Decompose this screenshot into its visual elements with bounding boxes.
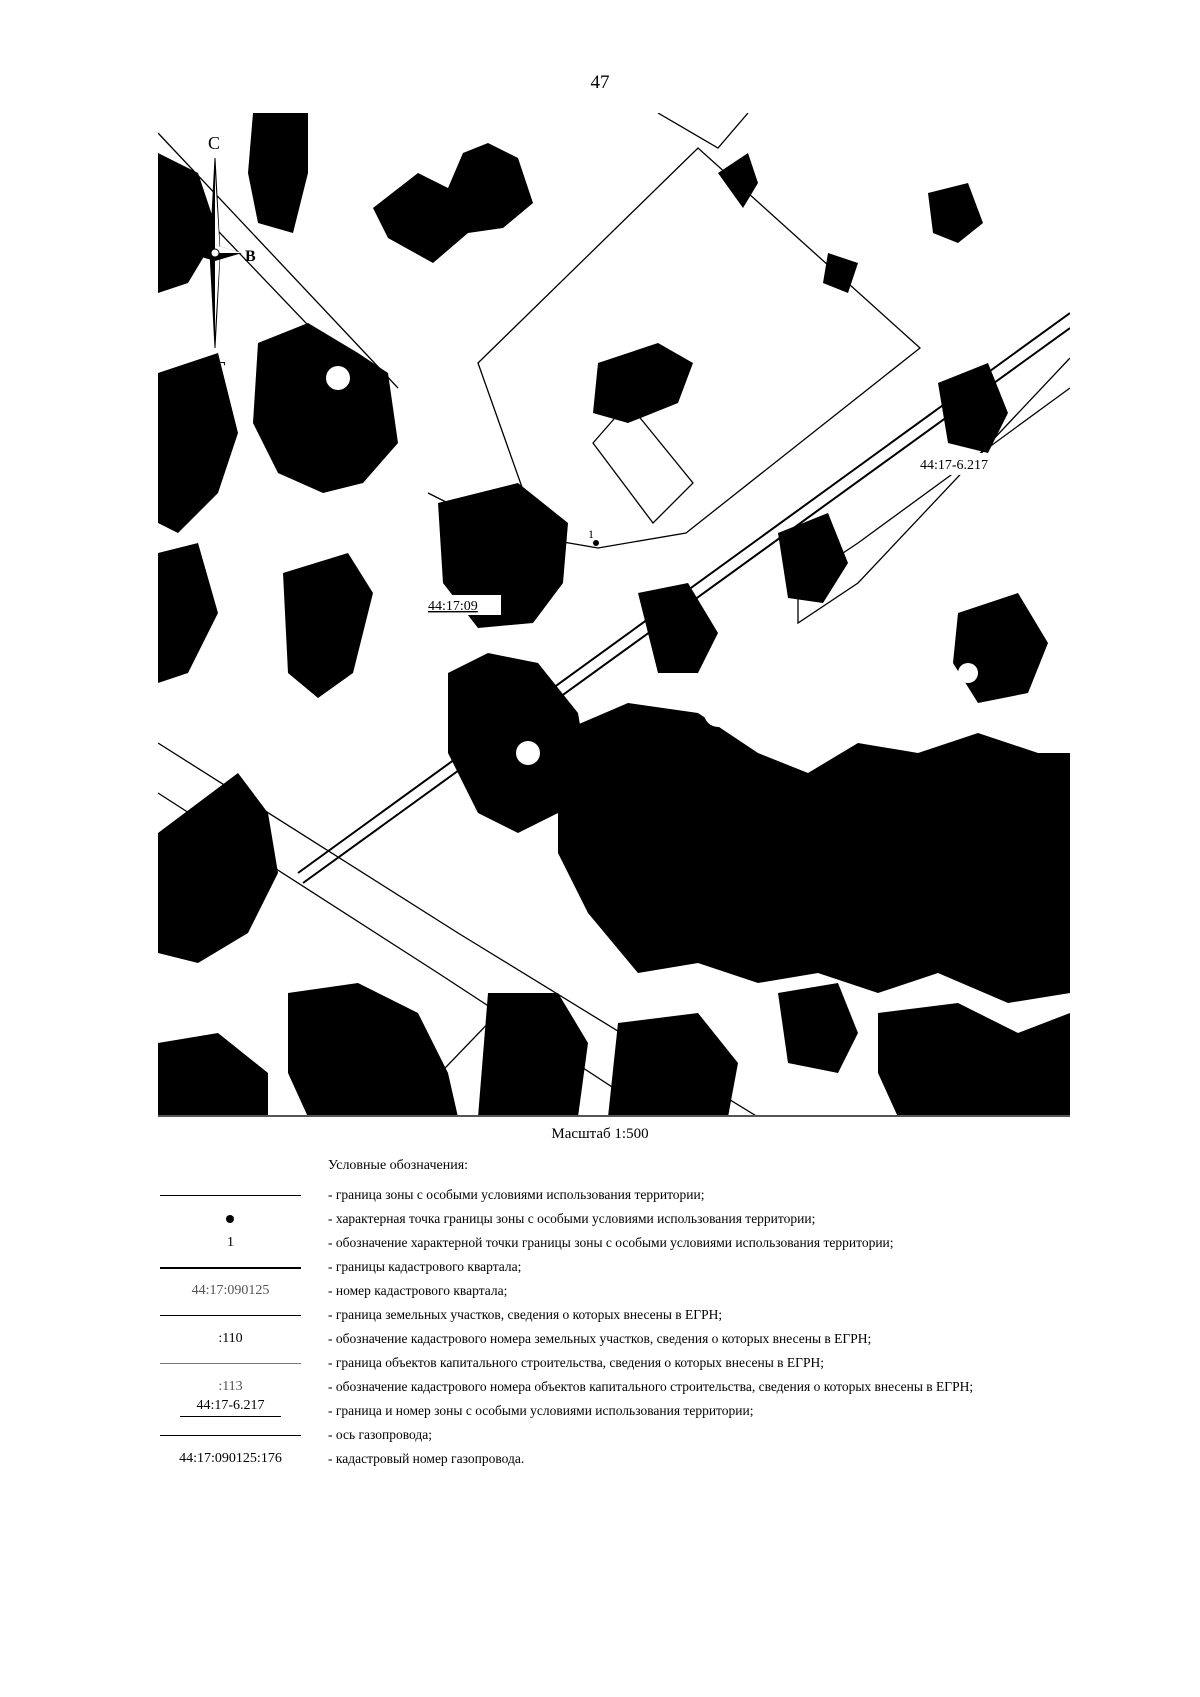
legend — [158, 1184, 1198, 1472]
legend-symbol-text: 44:17:090125 — [191, 1283, 270, 1298]
legend-row — [158, 1424, 1198, 1448]
legend-description: - кадастровый номер газопровода. — [328, 1451, 525, 1466]
legend-row — [158, 1256, 1198, 1280]
legend-description: - граница зоны с особыми условиями использования территории; — [328, 1187, 705, 1202]
legend-row — [158, 1280, 1198, 1304]
cadastral-map — [158, 113, 1070, 1117]
page-number: 47 — [590, 72, 610, 93]
legend-symbol-grey-line — [158, 1352, 303, 1376]
legend-symbol-underlined-text: 44:17-6.217 — [158, 1400, 303, 1424]
map-canvas — [158, 113, 1070, 1117]
legend-symbol-line — [158, 1184, 303, 1208]
zone-number-label: 44:17-6.217 — [920, 458, 989, 473]
legend-description: - границы кадастрового квартала; — [328, 1259, 522, 1274]
legend-row — [158, 1304, 1198, 1328]
legend-symbol-text: :110 — [218, 1331, 243, 1346]
legend-row — [158, 1376, 1198, 1400]
legend-symbol-line — [158, 1304, 303, 1328]
compass-west-label: З — [165, 248, 174, 265]
legend-description: - обозначение кадастрового номера земельных участков, сведения о которых внесены в ЕГРН; — [328, 1331, 872, 1346]
quarter-number-label: 44:17:09 — [428, 599, 478, 614]
legend-description: - граница земельных участков, сведения о которых внесены в ЕГРН; — [328, 1307, 723, 1322]
legend-description: - обозначение характерной точки границы зоны с особыми условиями использования территории; — [328, 1235, 894, 1250]
legend-symbol-text: 44:17:090125:176 — [179, 1451, 282, 1466]
legend-row — [158, 1448, 1198, 1472]
legend-symbol-text: 1 — [227, 1235, 234, 1250]
legend-row — [158, 1352, 1198, 1376]
legend-description: - граница и номер зоны с особыми условиями использования территории; — [328, 1403, 754, 1418]
legend-row — [158, 1232, 1198, 1256]
legend-description: - номер кадастрового квартала; — [328, 1283, 508, 1298]
legend-row — [158, 1184, 1198, 1208]
legend-description: - обозначение кадастрового номера объектов капитального строительства, сведения о которых внесены в ЕГРН; — [328, 1379, 974, 1394]
legend-symbol-dot — [158, 1208, 303, 1232]
legend-row — [158, 1400, 1198, 1424]
legend-row — [158, 1208, 1198, 1232]
legend-symbol-text: :113 — [218, 1379, 243, 1394]
legend-title: Условные обозначения: — [328, 1158, 469, 1173]
legend-description: - ось газопровода; — [328, 1427, 432, 1442]
map-scale: Масштаб 1:500 — [551, 1126, 649, 1142]
legend-symbol-thick-line — [158, 1256, 303, 1280]
legend-description: - характерная точка границы зоны с особыми условиями использования территории; — [328, 1211, 816, 1226]
compass-east-label: В — [245, 248, 256, 265]
compass-south-label: ЮГ — [196, 358, 226, 377]
boundary-point — [593, 540, 599, 546]
point-number-label: 1 — [588, 527, 594, 541]
legend-row — [158, 1328, 1198, 1352]
legend-description: - граница объектов капитального строительства, сведения о которых внесены в ЕГРН; — [328, 1355, 824, 1370]
legend-symbol-line — [158, 1424, 303, 1448]
compass-north-label: С — [208, 133, 221, 153]
